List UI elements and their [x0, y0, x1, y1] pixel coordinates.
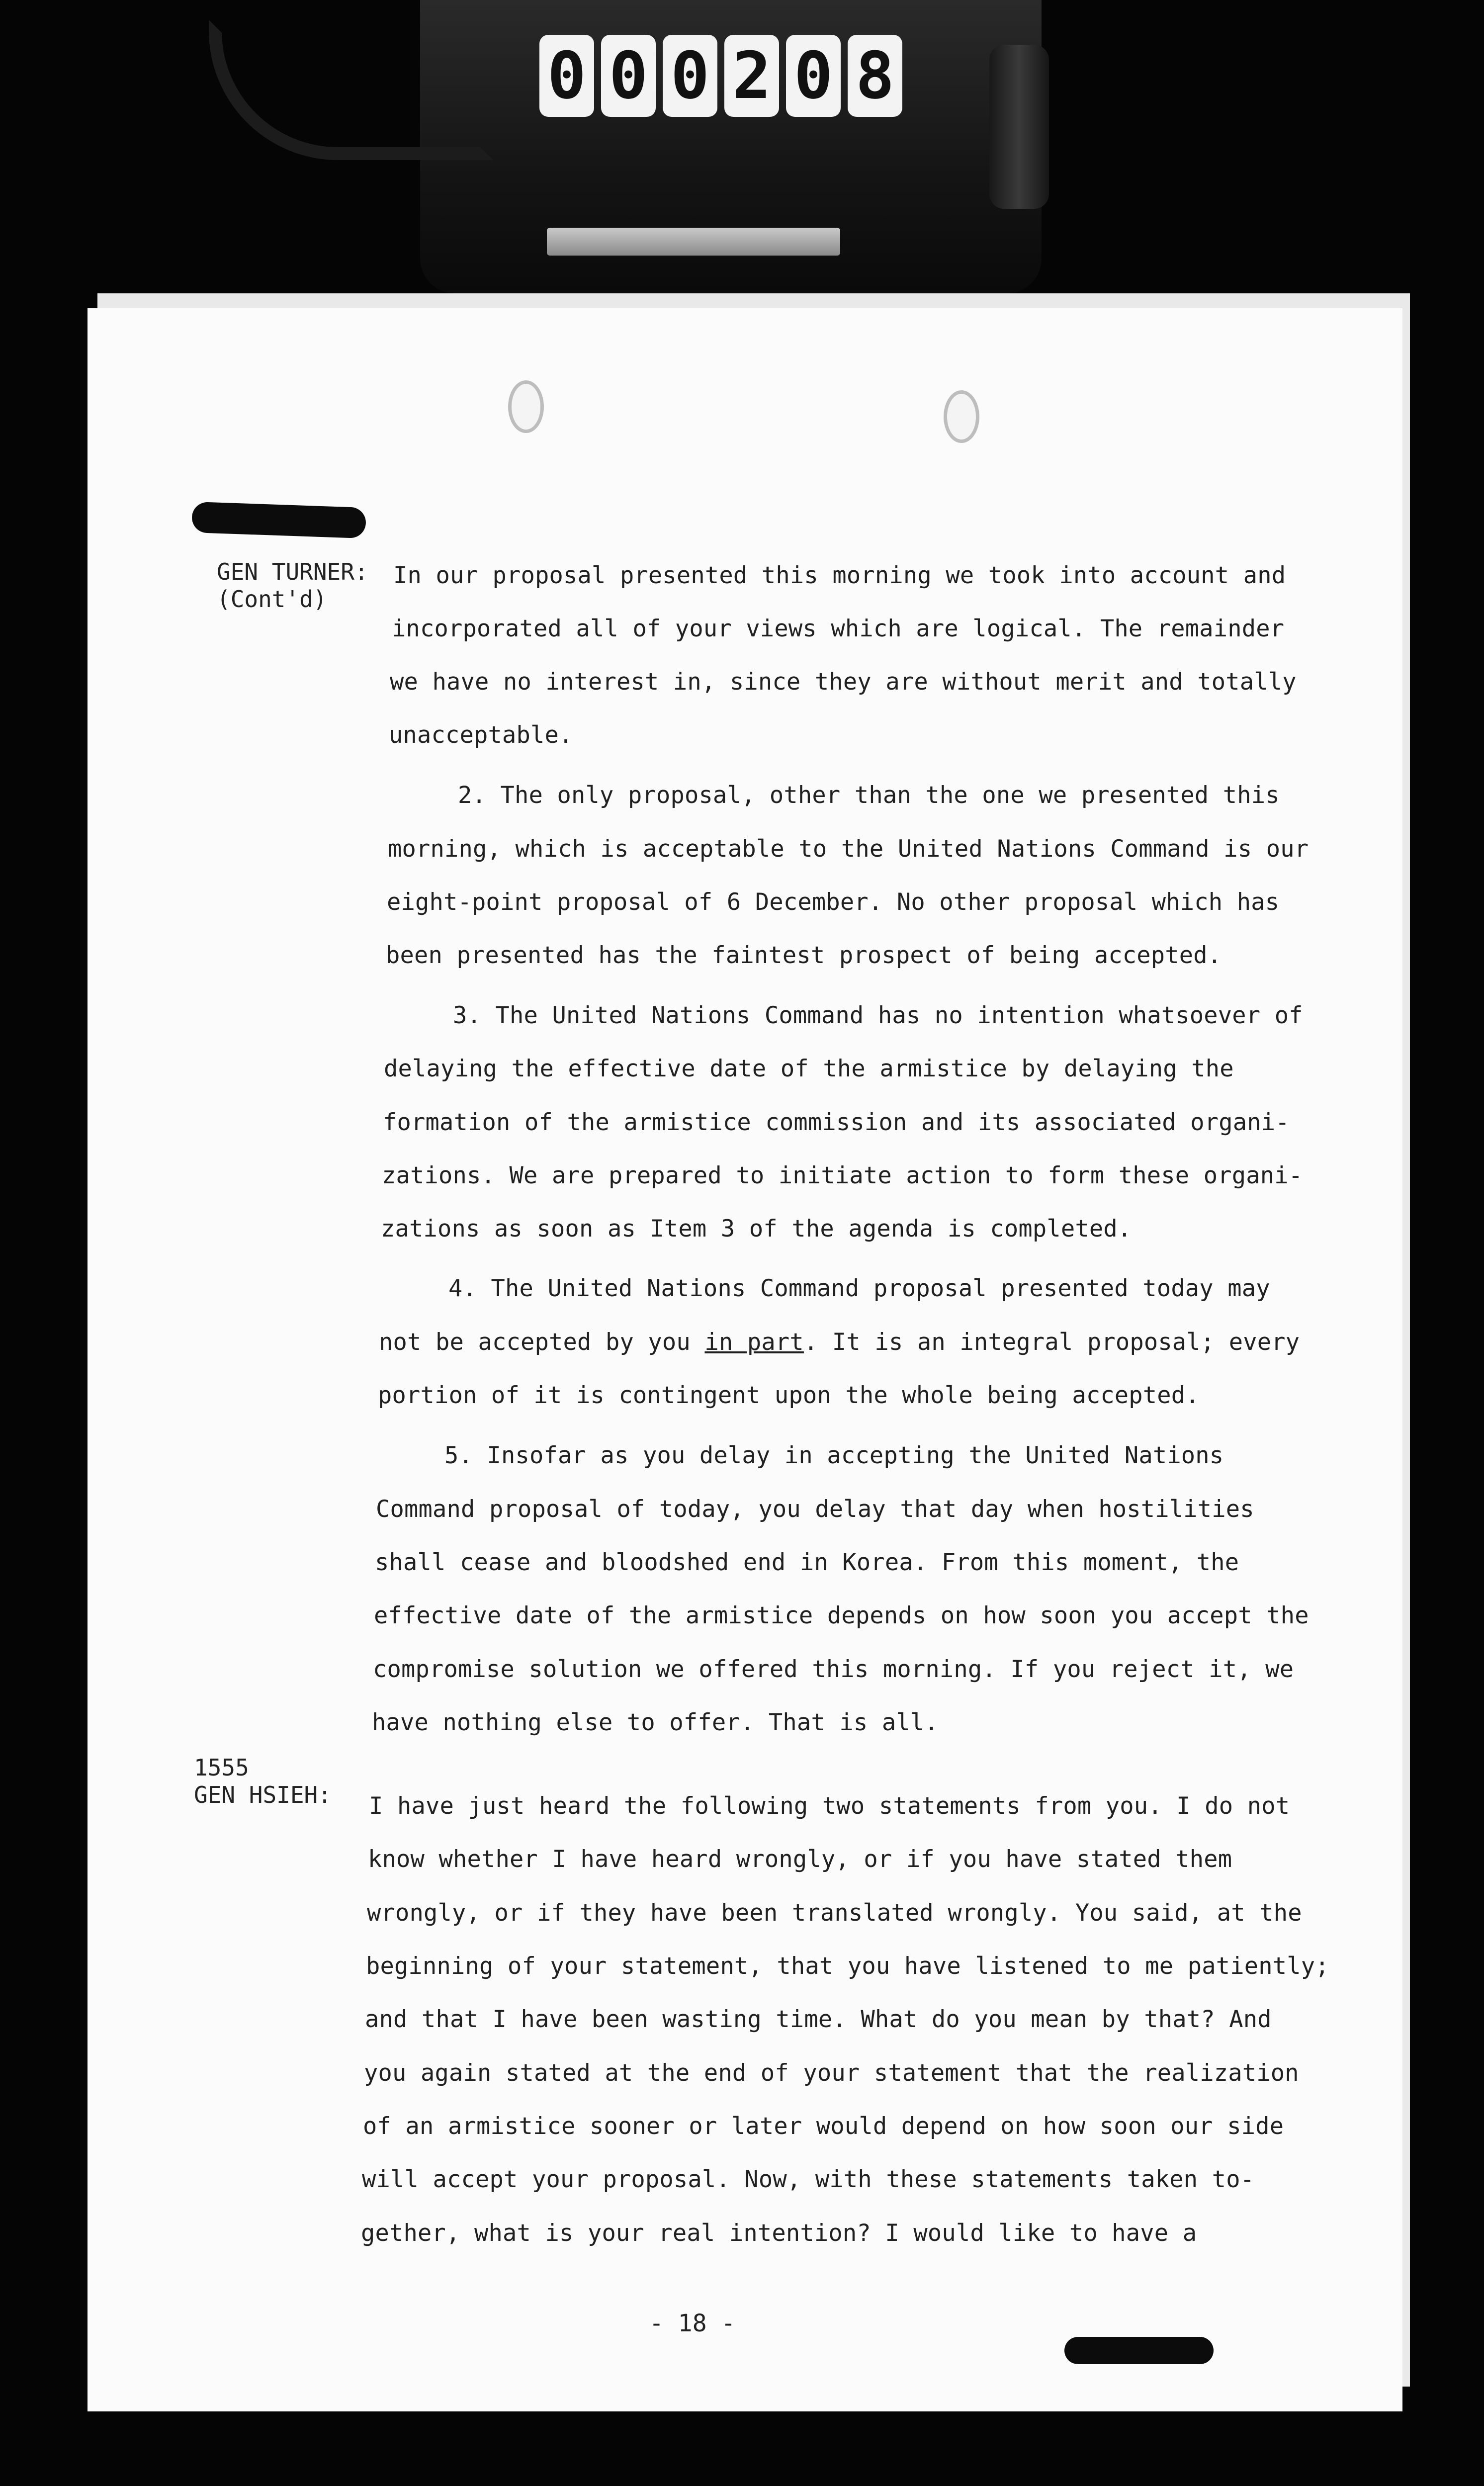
text-line: know whether I have heard wrongly, or if you have stated them [368, 1846, 1232, 1873]
counter-digit: 2 [724, 35, 779, 117]
text-line: eight-point proposal of 6 December. No other proposal which has [387, 888, 1280, 916]
redaction-mark [1064, 2337, 1214, 2364]
counter-digit: 0 [786, 35, 841, 117]
text-segment: not be accepted by you [379, 1329, 705, 1356]
speaker-label-hsieh: GEN HSIEH: [194, 1781, 332, 1808]
text-line: gether, what is your real intention? I would like to have a [361, 2220, 1197, 2247]
text-line: Command proposal of today, you delay that day when hostilities [376, 1496, 1254, 1523]
text-line: compromise solution we offered this morning. If you reject it, we [373, 1656, 1294, 1683]
underlined-phrase: in part [704, 1329, 804, 1356]
text-line: you again stated at the end of your statement that the realization [364, 2059, 1299, 2087]
speaker-label-turner: GEN TURNER: [217, 558, 368, 585]
counter-cable [209, 20, 493, 160]
text-line: 3. The United Nations Command has no intention whatsoever of [453, 1002, 1303, 1029]
page-number: - 18 - [649, 2309, 736, 2337]
text-line: we have no interest in, since they are without merit and totally [390, 668, 1297, 696]
text-line: 5. Insofar as you delay in accepting the United Nations [444, 1442, 1224, 1469]
text-line: morning, which is acceptable to the United Nations Command is our [388, 835, 1309, 863]
counter-label-plate [547, 228, 840, 256]
text-line: formation of the armistice commission and its associated organi- [383, 1109, 1290, 1136]
text-line: In our proposal presented this morning we took into account and [393, 562, 1286, 589]
text-line: unacceptable. [389, 721, 573, 749]
text-line: wrongly, or if they have been translated wrongly. You said, at the [367, 1899, 1302, 1927]
text-line: beginning of your statement, that you have listened to me patiently; [366, 1953, 1329, 1980]
text-line: incorporated all of your views which are logical. The remainder [392, 615, 1285, 642]
punch-hole [944, 390, 979, 443]
counter-knob [989, 45, 1049, 209]
redaction-mark [191, 502, 366, 538]
text-line [379, 1329, 1300, 1356]
text-line: effective date of the armistice depends on how soon you accept the [374, 1602, 1309, 1629]
text-line: will accept your proposal. Now, with these statements taken to- [362, 2166, 1255, 2193]
text-line: zations. We are prepared to initiate action to form these organi- [382, 1162, 1303, 1189]
text-line: delaying the effective date of the armistice by delaying the [384, 1055, 1234, 1082]
text-line: been presented has the faintest prospect of being accepted. [386, 942, 1222, 969]
text-line: shall cease and bloodshed end in Korea. From this moment, the [375, 1549, 1239, 1576]
text-line: zations as soon as Item 3 of the agenda is completed. [381, 1215, 1132, 1243]
text-line: 4. The United Nations Command proposal presented today may [448, 1275, 1270, 1302]
text-line: have nothing else to offer. That is all. [372, 1709, 939, 1736]
text-line: of an armistice sooner or later would depend on how soon our side [363, 2113, 1284, 2140]
text-segment: . It is an integral proposal; every [803, 1329, 1300, 1356]
counter-digit: 8 [848, 35, 902, 117]
counter-digit: 0 [663, 35, 717, 117]
frame-counter-display [539, 35, 902, 117]
counter-digit: 0 [539, 35, 594, 117]
document-page [87, 308, 1402, 2411]
text-line: and that I have been wasting time. What do you mean by that? And [365, 2006, 1272, 2033]
text-line: 2. The only proposal, other than the one we presented this [458, 782, 1280, 809]
timestamp-label: 1555 [194, 1754, 249, 1781]
text-line: I have just heard the following two statements from you. I do not [369, 1792, 1290, 1820]
speaker-contd-label: (Cont'd) [217, 586, 327, 613]
punch-hole [508, 380, 544, 433]
text-line: portion of it is contingent upon the whole being accepted. [378, 1382, 1200, 1409]
counter-digit: 0 [601, 35, 656, 117]
